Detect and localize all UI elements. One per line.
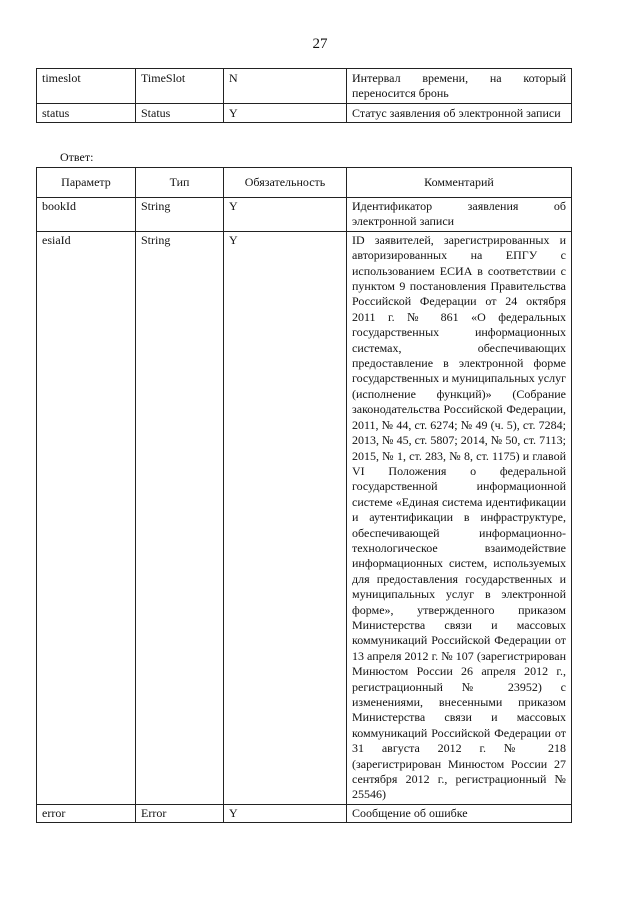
table-row [37,198,572,232]
response-params-table [36,167,572,823]
required-cell: N [224,69,347,104]
table-row [37,69,572,104]
table-header-row [37,168,572,198]
required-cell: Y [224,103,347,122]
required-cell: Y [224,198,347,232]
header-required: Обязательность [224,168,347,198]
answer-label: Ответ: [60,150,94,164]
param-cell: esiaId [37,231,136,804]
required-cell: Y [224,804,347,822]
param-cell: bookId [37,198,136,232]
param-cell: status [37,103,136,122]
page-number: 27 [312,36,328,52]
comment-cell: Интервал времени, на который переносится бронь [347,69,572,104]
required-cell: Y [224,231,347,804]
comment-cell: Статус заявления об электронной записи [347,103,572,122]
header-param: Параметр [37,168,136,198]
table-row [37,103,572,122]
header-comment: Комментарий [347,168,572,198]
param-cell: error [37,804,136,822]
header-type: Тип [136,168,224,198]
request-params-table [36,68,572,123]
comment-cell: ID заявителей, зарегистрированных и авторизированных на ЕПГУ с использованием ЕСИА в соответствии с пунктом 9 постановления Правительства Российской Федерации от 24 октября 2011 г. № 861 «О федеральных государственных информационных системах, обеспечивающих предоставление в электронной форме государственных и муниципальных услуг (исполнение функций)» (Собрание законодательства Российской Федерации, 2011, № 44, ст. 6274; № 49 (ч. 5), ст. 7284; 2013, № 45, ст. 5807; 2014, № 50, ст. 7113; 2015, № 1, ст. 283, № 8, ст. 1175) и главой VI Положения о федеральной государственной информационной системе «Единая система идентификации и аутентификации в инфраструктуре, обеспечивающей информационно-технологическое взаимодействие информационных систем, используемых для предоставления государственных и муниципальных услуг в электронной форме», утвержденного приказом Министерства связи и массовых коммуникаций Российской Федерации от 13 апреля 2012 г. № 107 (зарегистрирован Минюстом России 26 апреля 2012 г., регистрационный № 23952) с изменениями, внесенными приказом Министерства связи и массовых коммуникаций Российской Федерации от 31 августа 2012 г. № 218 (зарегистрирован Минюстом России 27 сентября 2012 г., регистрационный № 25546) [347,231,572,804]
type-cell: String [136,198,224,232]
comment-cell: Сообщение об ошибке [347,804,572,822]
comment-cell: Идентификатор заявления об электронной записи [347,198,572,232]
type-cell: TimeSlot [136,69,224,104]
type-cell: Status [136,103,224,122]
type-cell: Error [136,804,224,822]
table-row [37,804,572,822]
table-row [37,231,572,804]
type-cell: String [136,231,224,804]
param-cell: timeslot [37,69,136,104]
